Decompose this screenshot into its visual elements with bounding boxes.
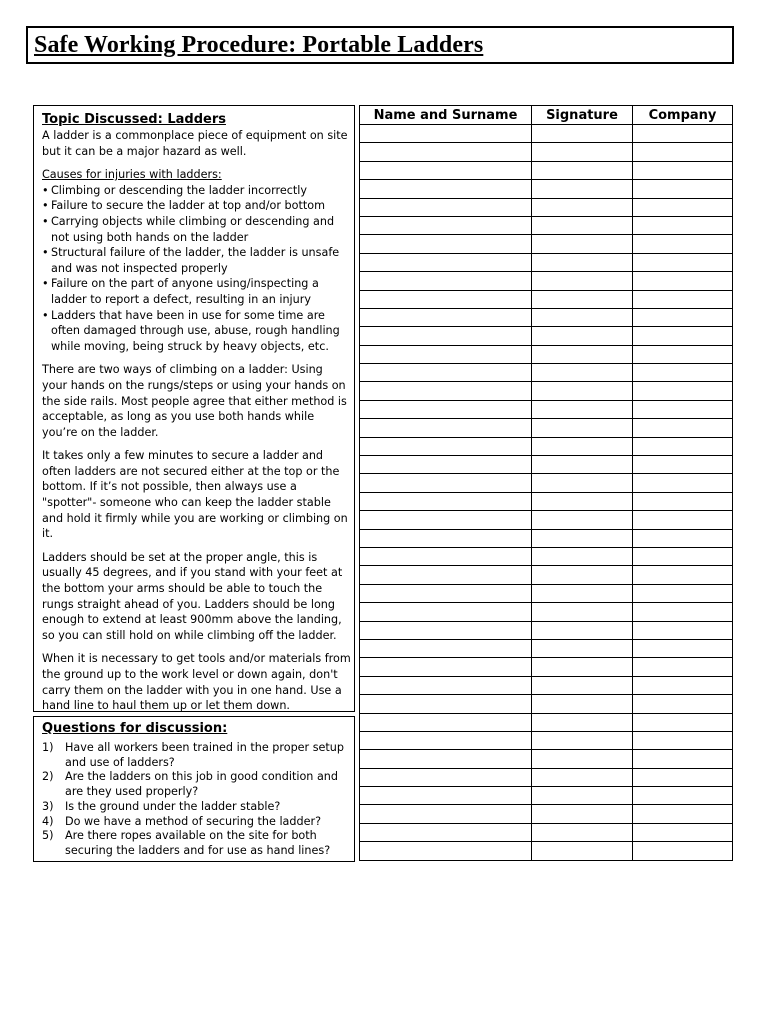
signature-cell[interactable] (532, 364, 633, 382)
topic-paragraph: It takes only a few minutes to secure a ladder and often ladders are not secured either at the top or the bottom. If it’s not possible, then always use a "spotter"- someone who can keep the ladder stable and hold it firmly while you are working or climbing on it. (42, 449, 348, 541)
name-surname-cell[interactable] (360, 511, 532, 529)
topic-paragraph: There are two ways of climbing on a ladder: Using your hands on the rungs/steps or using your hands on the side rails. Most people agree that either method is acceptable, as long as you use both hands while you’re on the ladder. (42, 363, 347, 439)
signature-cell[interactable] (532, 805, 633, 823)
company-cell[interactable] (633, 529, 733, 547)
attendance-row (360, 308, 733, 326)
attendance-row (360, 676, 733, 694)
header-company: Company (633, 106, 733, 125)
signature-cell[interactable] (532, 400, 633, 418)
name-surname-cell[interactable] (360, 345, 532, 363)
question-number: 5) (42, 829, 54, 843)
company-cell[interactable] (633, 198, 733, 216)
company-cell[interactable] (633, 731, 733, 749)
company-cell[interactable] (633, 327, 733, 345)
topic-heading: Topic Discussed: Ladders (42, 112, 226, 127)
name-surname-cell[interactable] (360, 161, 532, 179)
name-surname-cell[interactable] (360, 456, 532, 474)
name-surname-cell[interactable] (360, 272, 532, 290)
company-cell[interactable] (633, 713, 733, 731)
question-number: 1) (42, 741, 54, 754)
cause-item: • Failure on the part of anyone using/inspecting a ladder to report a defect, resulting in an injury (42, 276, 351, 307)
name-surname-cell[interactable] (360, 437, 532, 455)
signature-cell[interactable] (532, 731, 633, 749)
company-cell[interactable] (633, 639, 733, 657)
question-text: Is the ground under the ladder stable? (65, 799, 281, 813)
signature-cell[interactable] (532, 676, 633, 694)
attendance-row (360, 842, 733, 860)
attendance-row (360, 235, 733, 253)
attendance-row (360, 364, 733, 382)
name-surname-cell[interactable] (360, 731, 532, 749)
company-cell[interactable] (633, 456, 733, 474)
name-surname-cell[interactable] (360, 787, 532, 805)
name-surname-cell[interactable] (360, 419, 532, 437)
name-surname-cell[interactable] (360, 474, 532, 492)
company-cell[interactable] (633, 235, 733, 253)
name-surname-cell[interactable] (360, 290, 532, 308)
attendance-row (360, 768, 733, 786)
attendance-row (360, 143, 733, 161)
name-surname-cell[interactable] (360, 603, 532, 621)
question-number: 3) (42, 799, 54, 813)
attendance-row (360, 272, 733, 290)
signature-cell[interactable] (532, 584, 633, 602)
attendance-row (360, 731, 733, 749)
signature-cell[interactable] (532, 456, 633, 474)
company-cell[interactable] (633, 695, 733, 713)
attendance-header-row (360, 106, 733, 125)
questions-box (33, 716, 355, 862)
attendance-row (360, 658, 733, 676)
attendance-row (360, 180, 733, 198)
attendance-row (360, 639, 733, 657)
attendance-row (360, 584, 733, 602)
name-surname-cell[interactable] (360, 842, 532, 860)
attendance-row (360, 290, 733, 308)
question-number: 2) (42, 770, 54, 784)
company-cell[interactable] (633, 308, 733, 326)
name-surname-cell[interactable] (360, 327, 532, 345)
signature-cell[interactable] (532, 842, 633, 860)
question-item (42, 815, 351, 830)
signature-cell[interactable] (532, 198, 633, 216)
company-cell[interactable] (633, 768, 733, 786)
attendance-row (360, 695, 733, 713)
name-surname-cell[interactable] (360, 492, 532, 510)
name-surname-cell[interactable] (360, 180, 532, 198)
company-cell[interactable] (633, 805, 733, 823)
attendance-row (360, 529, 733, 547)
question-text: Do we have a method of securing the ladder? (65, 814, 322, 828)
signature-cell[interactable] (532, 639, 633, 657)
signature-cell[interactable] (532, 180, 633, 198)
attendance-row (360, 419, 733, 437)
name-surname-cell[interactable] (360, 308, 532, 326)
name-surname-cell[interactable] (360, 658, 532, 676)
signature-cell[interactable] (532, 492, 633, 510)
name-surname-cell[interactable] (360, 695, 532, 713)
question-item (42, 770, 351, 799)
attendance-row (360, 345, 733, 363)
cause-item: • Climbing or descending the ladder incorrectly (42, 183, 351, 199)
attendance-row (360, 400, 733, 418)
topic-paragraph: When it is necessary to get tools and/or materials from the ground up to the work level or down again, don't carry them on the ladder with you in one hand. Use a hand line to haul them up or let them down. (42, 652, 351, 713)
company-cell[interactable] (633, 511, 733, 529)
signature-cell[interactable] (532, 695, 633, 713)
signature-cell[interactable] (532, 713, 633, 731)
company-cell[interactable] (633, 419, 733, 437)
attendance-row (360, 216, 733, 234)
company-cell[interactable] (633, 253, 733, 271)
name-surname-cell[interactable] (360, 364, 532, 382)
signature-cell[interactable] (532, 511, 633, 529)
cause-item: • Ladders that have been in use for some time are often damaged through use, abuse, rough handling while moving, being struck by heavy objects, etc. (42, 308, 351, 355)
name-surname-cell[interactable] (360, 253, 532, 271)
name-surname-cell[interactable] (360, 566, 532, 584)
name-surname-cell[interactable] (360, 529, 532, 547)
name-surname-cell[interactable] (360, 547, 532, 565)
attendance-table (359, 105, 733, 861)
attendance-row (360, 437, 733, 455)
page-title: Safe Working Procedure: Portable Ladders (34, 32, 484, 58)
signature-cell[interactable] (532, 345, 633, 363)
name-surname-cell[interactable] (360, 805, 532, 823)
attendance-row (360, 547, 733, 565)
name-surname-cell[interactable] (360, 621, 532, 639)
name-surname-cell[interactable] (360, 125, 532, 143)
signature-cell[interactable] (532, 547, 633, 565)
header-name-surname: Name and Surname (360, 106, 532, 125)
name-surname-cell[interactable] (360, 676, 532, 694)
company-cell[interactable] (633, 125, 733, 143)
signature-cell[interactable] (532, 566, 633, 584)
question-text: Are the ladders on this job in good condition and are they used properly? (65, 770, 339, 799)
signature-cell[interactable] (532, 125, 633, 143)
cause-item: • Carrying objects while climbing or descending and not using both hands on the ladder (42, 214, 351, 245)
name-surname-cell[interactable] (360, 143, 532, 161)
company-cell[interactable] (633, 750, 733, 768)
name-surname-cell[interactable] (360, 713, 532, 731)
cause-item: • Failure to secure the ladder at top and/or bottom (42, 198, 351, 214)
attendance-row (360, 382, 733, 400)
question-number: 4) (42, 814, 54, 828)
signature-cell[interactable] (532, 787, 633, 805)
company-cell[interactable] (633, 842, 733, 860)
topic-box (33, 105, 355, 712)
attendance-row (360, 805, 733, 823)
attendance-row (360, 787, 733, 805)
header-signature: Signature (532, 106, 633, 125)
name-surname-cell[interactable] (360, 584, 532, 602)
signature-cell[interactable] (532, 290, 633, 308)
attendance-row (360, 713, 733, 731)
signature-cell[interactable] (532, 529, 633, 547)
attendance-row (360, 327, 733, 345)
name-surname-cell[interactable] (360, 198, 532, 216)
company-cell[interactable] (633, 216, 733, 234)
attendance-row (360, 161, 733, 179)
question-item (42, 800, 351, 815)
company-cell[interactable] (633, 382, 733, 400)
company-cell[interactable] (633, 180, 733, 198)
company-cell[interactable] (633, 603, 733, 621)
signature-cell[interactable] (532, 327, 633, 345)
signature-cell[interactable] (532, 308, 633, 326)
company-cell[interactable] (633, 474, 733, 492)
company-cell[interactable] (633, 787, 733, 805)
question-item (42, 829, 351, 858)
company-cell[interactable] (633, 823, 733, 841)
name-surname-cell[interactable] (360, 216, 532, 234)
company-cell[interactable] (633, 621, 733, 639)
signature-cell[interactable] (532, 419, 633, 437)
topic-paragraph: Ladders should be set at the proper angle, this is usually 45 degrees, and if you stand with your feet at the bottom your arms should be able to touch the rungs straight ahead of you. Ladders should be long enough to extend at least 900mm above the landing, so you can still hold on while climbing off the ladder. (42, 550, 343, 642)
company-cell[interactable] (633, 345, 733, 363)
name-surname-cell[interactable] (360, 382, 532, 400)
attendance-row (360, 621, 733, 639)
company-cell[interactable] (633, 290, 733, 308)
signature-cell[interactable] (532, 658, 633, 676)
signature-cell[interactable] (532, 143, 633, 161)
company-cell[interactable] (633, 272, 733, 290)
questions-heading: Questions for discussion: (42, 721, 228, 736)
name-surname-cell[interactable] (360, 235, 532, 253)
name-surname-cell[interactable] (360, 400, 532, 418)
name-surname-cell[interactable] (360, 823, 532, 841)
signature-cell[interactable] (532, 621, 633, 639)
attendance-row (360, 456, 733, 474)
attendance-row (360, 750, 733, 768)
company-cell[interactable] (633, 658, 733, 676)
name-surname-cell[interactable] (360, 768, 532, 786)
company-cell[interactable] (633, 161, 733, 179)
attendance-row (360, 253, 733, 271)
signature-cell[interactable] (532, 382, 633, 400)
signature-cell[interactable] (532, 272, 633, 290)
attendance-row (360, 474, 733, 492)
cause-item: • Structural failure of the ladder, the ladder is unsafe and was not inspected properly (42, 245, 351, 276)
question-item (42, 741, 351, 770)
company-cell[interactable] (633, 143, 733, 161)
attendance-row (360, 566, 733, 584)
attendance-row (360, 492, 733, 510)
signature-cell[interactable] (532, 474, 633, 492)
question-text: Have all workers been trained in the proper setup and use of ladders? (65, 741, 344, 769)
signature-cell[interactable] (532, 253, 633, 271)
signature-cell[interactable] (532, 603, 633, 621)
company-cell[interactable] (633, 400, 733, 418)
signature-cell[interactable] (532, 161, 633, 179)
attendance-body (360, 125, 733, 861)
company-cell[interactable] (633, 547, 733, 565)
name-surname-cell[interactable] (360, 639, 532, 657)
name-surname-cell[interactable] (360, 750, 532, 768)
attendance-row (360, 511, 733, 529)
signature-cell[interactable] (532, 768, 633, 786)
signature-cell[interactable] (532, 750, 633, 768)
signature-cell[interactable] (532, 235, 633, 253)
question-text: Are there ropes available on the site for both securing the ladders and for use as hand lines? (65, 829, 331, 857)
title-box (26, 26, 734, 64)
attendance-row (360, 603, 733, 621)
attendance-row (360, 125, 733, 143)
questions-list (42, 741, 351, 859)
company-cell[interactable] (633, 566, 733, 584)
signature-cell[interactable] (532, 216, 633, 234)
signature-cell[interactable] (532, 823, 633, 841)
company-cell[interactable] (633, 364, 733, 382)
company-cell[interactable] (633, 437, 733, 455)
company-cell[interactable] (633, 584, 733, 602)
company-cell[interactable] (633, 492, 733, 510)
signature-cell[interactable] (532, 437, 633, 455)
causes-heading: Causes for injuries with ladders: (42, 168, 222, 182)
causes-list (42, 183, 351, 355)
topic-intro: A ladder is a commonplace piece of equipment on site but it can be a major hazard as well. (42, 129, 348, 158)
company-cell[interactable] (633, 676, 733, 694)
attendance-row (360, 823, 733, 841)
attendance-row (360, 198, 733, 216)
